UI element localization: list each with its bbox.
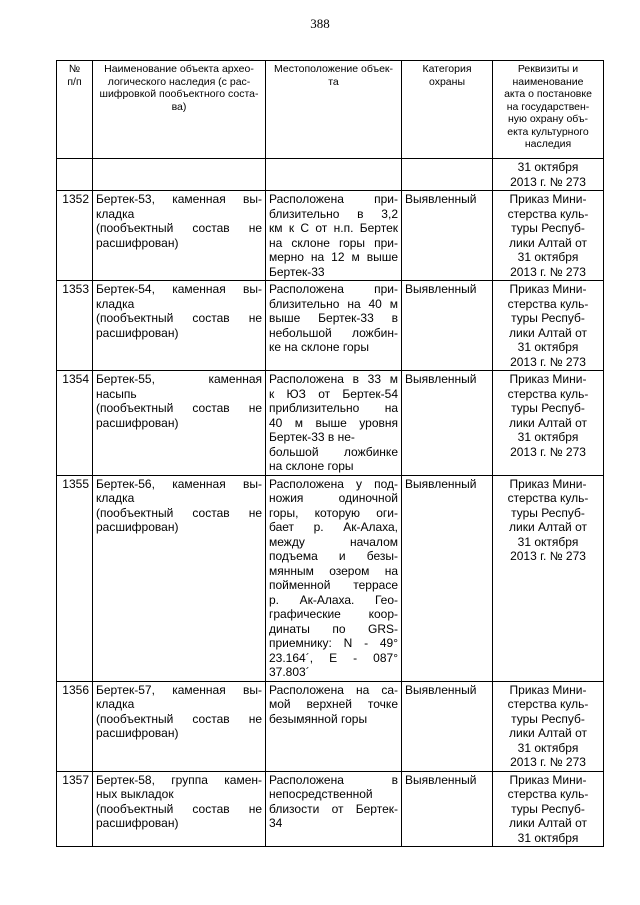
table-row bbox=[57, 771, 604, 847]
object-location-line: мой верхней точке bbox=[269, 697, 398, 711]
object-name-line: расшифрован) bbox=[96, 415, 179, 430]
act-details-line: 31 октября bbox=[517, 430, 579, 444]
object-location-line: Расположена на са- bbox=[269, 682, 398, 697]
object-location-line: Расположена при- bbox=[269, 192, 398, 206]
protection-category: Выявленный bbox=[402, 281, 493, 371]
table-row bbox=[57, 475, 604, 681]
object-name-line: кладка bbox=[96, 296, 135, 311]
object-location-line: близости от Бертек- bbox=[269, 801, 398, 816]
object-name-line: (пообъектный состав не bbox=[96, 801, 262, 816]
continuation-location bbox=[266, 159, 402, 191]
object-location-line: мянным озером на bbox=[269, 563, 398, 578]
table-header-row bbox=[57, 61, 604, 159]
object-location-line: безымянной горы bbox=[269, 711, 368, 726]
object-name-line: (пообъектный состав не bbox=[96, 711, 262, 726]
act-details-line: 31 октября bbox=[517, 740, 579, 755]
act-details-line: Приказ Мини- bbox=[509, 372, 587, 386]
object-name bbox=[93, 371, 266, 476]
protection-category: Выявленный bbox=[402, 771, 493, 847]
act-details-line: стерства куль- bbox=[507, 697, 589, 711]
table-row bbox=[57, 281, 604, 371]
object-location-line: Расположена у под- bbox=[269, 476, 398, 491]
object-location-line: Бертек-33 bbox=[269, 264, 325, 279]
act-details-line: Приказ Мини- bbox=[509, 282, 587, 296]
act-details-line: лики Алтай от bbox=[509, 726, 587, 740]
object-location bbox=[266, 191, 402, 281]
object-name-line: Бертек-58, группа камен- bbox=[96, 772, 262, 787]
act-details-line: стерства куль- bbox=[507, 386, 589, 401]
object-location bbox=[266, 771, 402, 847]
object-location-line: на склоне горы bbox=[269, 459, 354, 473]
object-name-line: Бертек-53, каменная вы- bbox=[96, 192, 262, 206]
act-details bbox=[493, 771, 604, 847]
object-location bbox=[266, 371, 402, 476]
object-name-line: (пообъектный состав не bbox=[96, 505, 262, 520]
act-details-line: туры Респуб- bbox=[511, 311, 585, 325]
object-location-line: 37.803´ bbox=[269, 665, 310, 679]
act-details-line: стерства куль- bbox=[507, 206, 589, 221]
object-location-line: на склоне горы при- bbox=[269, 235, 398, 250]
object-name-line: кладка bbox=[96, 206, 135, 221]
object-name-line: Бертек-57, каменная вы- bbox=[96, 682, 262, 697]
object-location-line: горы, которую оги- bbox=[269, 505, 398, 520]
object-location-line: ке на склоне горы bbox=[269, 340, 369, 354]
act-details-line: лики Алтай от bbox=[509, 520, 587, 534]
object-location-line: мерно на 12 м выше bbox=[269, 250, 398, 264]
object-name bbox=[93, 191, 266, 281]
object-name-line: Бертек-56, каменная вы- bbox=[96, 476, 262, 491]
continuation-category bbox=[402, 159, 493, 191]
row-number: 1355 bbox=[57, 475, 93, 681]
object-name bbox=[93, 771, 266, 847]
act-details bbox=[493, 681, 604, 771]
object-name-line: кладка bbox=[96, 491, 135, 505]
continuation-num bbox=[57, 159, 93, 191]
object-location-line: бает р. Ак-Алаха, bbox=[269, 520, 398, 534]
object-location-line: большой ложбинке bbox=[269, 444, 398, 459]
object-location-line: ножия одиночной bbox=[269, 491, 398, 505]
protection-category: Выявленный bbox=[402, 475, 493, 681]
header-document: Реквизиты и наименование акта о постановке на государствен- ную охрану объ- екта культурного наследия bbox=[493, 61, 604, 159]
header-location: Местоположение объек- та bbox=[266, 61, 402, 159]
act-details bbox=[493, 371, 604, 476]
act-details-line: туры Респуб- bbox=[511, 801, 585, 816]
object-location-line: близительно на 40 м bbox=[269, 296, 398, 311]
row-number: 1352 bbox=[57, 191, 93, 281]
act-details-line: лики Алтай от bbox=[509, 235, 587, 250]
act-details-line: 31 октября bbox=[517, 250, 579, 264]
header-category: Категория охраны bbox=[402, 61, 493, 159]
row-number: 1356 bbox=[57, 681, 93, 771]
act-details-line: лики Алтай от bbox=[509, 415, 587, 430]
object-name bbox=[93, 681, 266, 771]
row-number: 1353 bbox=[57, 281, 93, 371]
object-name-line: расшифрован) bbox=[96, 235, 179, 250]
object-name-line: расшифрован) bbox=[96, 520, 179, 534]
object-location-line: графические коор- bbox=[269, 607, 398, 621]
object-name-line: насыпь bbox=[96, 386, 137, 401]
act-details bbox=[493, 281, 604, 371]
object-location-line: выше Бертек-33 в bbox=[269, 311, 398, 325]
header-name: Наименование объекта архео- логического наследия (с рас- шифровкой пообъектного соста- ва) bbox=[93, 61, 266, 159]
object-name-line: расшифрован) bbox=[96, 726, 179, 740]
object-location-line: близительно в 3,2 bbox=[269, 206, 398, 221]
table-row bbox=[57, 681, 604, 771]
act-details-line: туры Респуб- bbox=[511, 221, 585, 235]
act-details-line: Приказ Мини- bbox=[509, 476, 587, 491]
continuation-name bbox=[93, 159, 266, 191]
object-location-line: приблизительно на bbox=[269, 401, 398, 415]
act-details-line: 31 октября bbox=[517, 534, 579, 549]
act-details-line: 2013 г. № 273 bbox=[510, 264, 586, 279]
object-name-line: расшифрован) bbox=[96, 816, 179, 830]
object-location bbox=[266, 681, 402, 771]
object-name-line: (пообъектный состав не bbox=[96, 311, 262, 325]
table-row bbox=[57, 191, 604, 281]
act-details-line: Приказ Мини- bbox=[509, 192, 587, 206]
object-name-line: ных выкладок bbox=[96, 787, 174, 801]
object-name bbox=[93, 475, 266, 681]
act-details-line: туры Респуб- bbox=[511, 711, 585, 726]
object-location-line: к ЮЗ от Бертек-54 bbox=[269, 386, 398, 401]
continuation-document: 31 октября 2013 г. № 273 bbox=[493, 159, 604, 191]
object-location-line: подъема и безы- bbox=[269, 549, 398, 563]
object-name-line: кладка bbox=[96, 697, 135, 711]
object-location-line: Расположена в 33 м bbox=[269, 372, 398, 386]
object-location bbox=[266, 281, 402, 371]
continuation-row bbox=[57, 159, 604, 191]
act-details-line: 2013 г. № 273 bbox=[510, 444, 586, 459]
object-location-line: динаты по GRS- bbox=[269, 621, 398, 636]
object-location-line: 34 bbox=[269, 816, 283, 830]
heritage-registry-table bbox=[56, 60, 604, 847]
act-details-line: туры Респуб- bbox=[511, 505, 585, 520]
protection-category: Выявленный bbox=[402, 681, 493, 771]
table-row bbox=[57, 371, 604, 476]
row-number: 1354 bbox=[57, 371, 93, 476]
object-location bbox=[266, 475, 402, 681]
act-details-line: лики Алтай от bbox=[509, 816, 587, 830]
object-location-line: Расположена при- bbox=[269, 282, 398, 296]
act-details bbox=[493, 191, 604, 281]
object-location-line: км к С от н.п. Бертек bbox=[269, 221, 398, 235]
act-details-line: 2013 г. № 273 bbox=[510, 354, 586, 369]
act-details-line: 31 октября bbox=[517, 830, 579, 845]
object-location-line: непосредственной bbox=[269, 787, 373, 801]
object-location-line: Бертек-33 в не- bbox=[269, 430, 355, 444]
object-location-line: между началом bbox=[269, 534, 398, 549]
act-details-line: стерства куль- bbox=[507, 296, 589, 311]
protection-category: Выявленный bbox=[402, 191, 493, 281]
act-details bbox=[493, 475, 604, 681]
act-details-line: 2013 г. № 273 bbox=[510, 549, 586, 563]
object-name-line: Бертек-55, каменная bbox=[96, 372, 262, 386]
header-num: № п/п bbox=[57, 61, 93, 159]
act-details-line: Приказ Мини- bbox=[509, 772, 587, 787]
protection-category: Выявленный bbox=[402, 371, 493, 476]
act-details-line: Приказ Мини- bbox=[509, 682, 587, 697]
object-location-line: 23.164´, E - 087° bbox=[269, 650, 398, 665]
act-details-line: стерства куль- bbox=[507, 787, 589, 801]
object-location-line: небольшой ложбин- bbox=[269, 325, 398, 340]
object-name-line: (пообъектный состав не bbox=[96, 221, 262, 235]
object-location-line: пойменной террасе bbox=[269, 578, 398, 592]
object-name bbox=[93, 281, 266, 371]
object-name-line: Бертек-54, каменная вы- bbox=[96, 282, 262, 296]
act-details-line: 31 октября bbox=[517, 340, 579, 354]
object-name-line: расшифрован) bbox=[96, 325, 179, 340]
row-number: 1357 bbox=[57, 771, 93, 847]
object-location-line: Расположена в bbox=[269, 772, 398, 787]
object-name-line: (пообъектный состав не bbox=[96, 401, 262, 415]
object-location-line: р. Ак-Алаха. Гео- bbox=[269, 592, 398, 607]
act-details-line: стерства куль- bbox=[507, 491, 589, 505]
page-number: 388 bbox=[310, 16, 330, 31]
object-location-line: приемнику: N - 49° bbox=[269, 636, 398, 650]
act-details-line: туры Респуб- bbox=[511, 401, 585, 415]
act-details-line: 2013 г. № 273 bbox=[510, 755, 586, 769]
act-details-line: лики Алтай от bbox=[509, 325, 587, 340]
object-location-line: 40 м выше уровня bbox=[269, 415, 398, 430]
